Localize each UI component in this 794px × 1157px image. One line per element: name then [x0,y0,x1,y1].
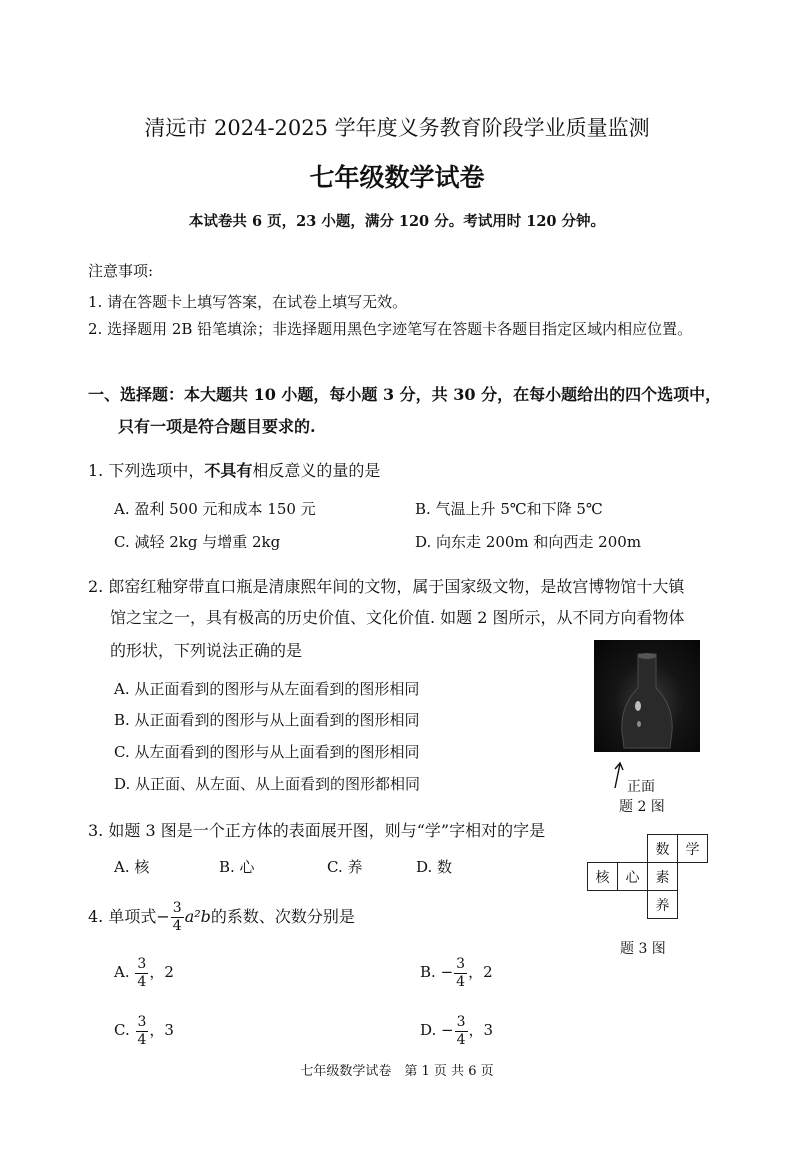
q4-stem-post: 的系数、次数分别是 [210,907,355,926]
q4-option-d [420,1010,493,1050]
q4-option-c-letter: C. [114,1021,130,1039]
figure2-caption: 题 2 图 [619,799,665,815]
front-view-arrow-icon [612,760,628,790]
q1-stem-pre: 1. 下列选项中， [88,461,205,480]
net-cell-he: 核 [587,862,618,891]
q4-option-b [420,952,493,992]
q4-option-d-fraction [455,1014,468,1049]
q3-option-b: B. 心 [219,858,255,876]
page-footer: 七年级数学试卷 第 1 页 共 6 页 [300,1064,494,1079]
q1-option-b: B. 气温上升 5℃和下降 5℃ [415,500,603,518]
exam-title-line1: 清远市 2024-2025 学年度义务教育阶段学业质量监测 [144,116,650,140]
q3-option-c: C. 养 [327,858,363,876]
q4-monomial-den: 4 [172,918,182,934]
notice-item-1: 1. 请在答题卡上填写答案，在试卷上填写无效。 [88,293,408,311]
q4-option-a-num: 3 [137,955,147,972]
q4-option-c-tail: ，3 [149,1021,174,1039]
q2-option-c: C. 从左面看到的图形与从上面看到的图形相同 [114,743,420,761]
figure3-caption: 题 3 图 [620,941,666,957]
q4-option-b-tail: ，2 [468,963,493,981]
q1-option-c: C. 减轻 2kg 与增重 2kg [114,533,281,551]
q2-option-a: A. 从正面看到的图形与从左面看到的图形相同 [114,680,420,698]
q1-stem [88,458,380,481]
q4-option-a-fraction [135,956,148,991]
q4-stem [88,897,355,937]
exam-title-line2: 七年级数学试卷 [309,163,485,192]
q1-option-d: D. 向东走 200m 和向西走 200m [415,533,642,551]
notice-item-2: 2. 选择题用 2B 铅笔填涂；非选择题用黑色字迹笔写在答题卡各题目指定区域内相应位置。 [88,320,693,338]
q4-option-b-fraction [454,956,467,991]
q4-option-b-letter: B. [420,963,436,981]
q4-option-a [114,952,174,992]
q4-option-d-num: 3 [456,1013,466,1030]
front-view-label: 正面 [627,779,655,795]
q4-monomial-num: 3 [172,900,182,916]
q2-stem-line1: 2. 郎窑红釉穿带直口瓶是清康熙年间的文物，属于国家级文物，是故宫博物馆十大镇 [88,577,685,596]
q4-option-b-num: 3 [456,955,466,972]
q4-option-b-den: 4 [456,973,466,990]
q1-stem-emph: 不具有 [204,461,253,480]
net-cell-xue: 学 [677,834,708,863]
net-cell-xin: 心 [617,862,648,891]
q3-option-d: D. 数 [416,858,453,876]
q4-monomial-fraction [171,900,184,935]
q4-monomial-sign: − [156,907,170,926]
q4-option-d-letter: D. [420,1021,437,1039]
q4-option-c-num: 3 [137,1013,147,1030]
q4-option-d-den: 4 [456,1031,466,1048]
net-cell-yang: 养 [647,890,678,919]
q4-option-d-tail: ，3 [468,1021,494,1039]
vase-silhouette [594,640,700,752]
q1-option-a: A. 盈利 500 元和成本 150 元 [114,500,316,518]
q2-stem-line3: 的形状，下列说法正确的是 [110,641,303,660]
section1-title-line1: 一、选择题：本大题共 10 小题，每小题 3 分，共 30 分，在每小题给出的四个选项中， [88,385,722,404]
vase-photo [594,640,700,752]
notice-heading: 注意事项: [88,262,154,280]
q2-stem-line2: 馆之宝之一，具有极高的历史价值、文化价值. 如题 2 图所示，从不同方向看物体 [110,608,685,627]
q3-option-a: A. 核 [114,858,150,876]
section1-title-line2: 只有一项是符合题目要求的. [118,417,316,436]
q4-option-a-tail: ，2 [149,963,174,981]
q4-option-c-den: 4 [137,1031,147,1048]
net-cell-su: 素 [647,862,678,891]
net-cell-shu: 数 [647,834,678,863]
q4-monomial-expr: a²b [184,907,211,926]
q2-option-d: D. 从正面、从左面、从上面看到的图形都相同 [114,775,421,793]
q4-option-a-den: 4 [137,973,147,990]
q3-stem: 3. 如题 3 图是一个正方体的表面展开图，则与“学”字相对的字是 [88,821,546,840]
q2-option-b: B. 从正面看到的图形与从上面看到的图形相同 [114,711,420,729]
q4-stem-pre: 4. 单项式 [88,907,157,926]
q4-option-c-fraction [136,1014,149,1049]
q1-stem-post: 相反意义的量的是 [252,461,381,480]
q4-option-a-letter: A. [114,963,130,981]
q4-option-b-sign: − [440,963,454,981]
exam-info: 本试卷共 6 页，23 小题，满分 120 分。考试用时 120 分钟。 [188,213,606,230]
q4-option-d-sign: − [441,1021,454,1039]
q4-option-c [114,1010,174,1050]
